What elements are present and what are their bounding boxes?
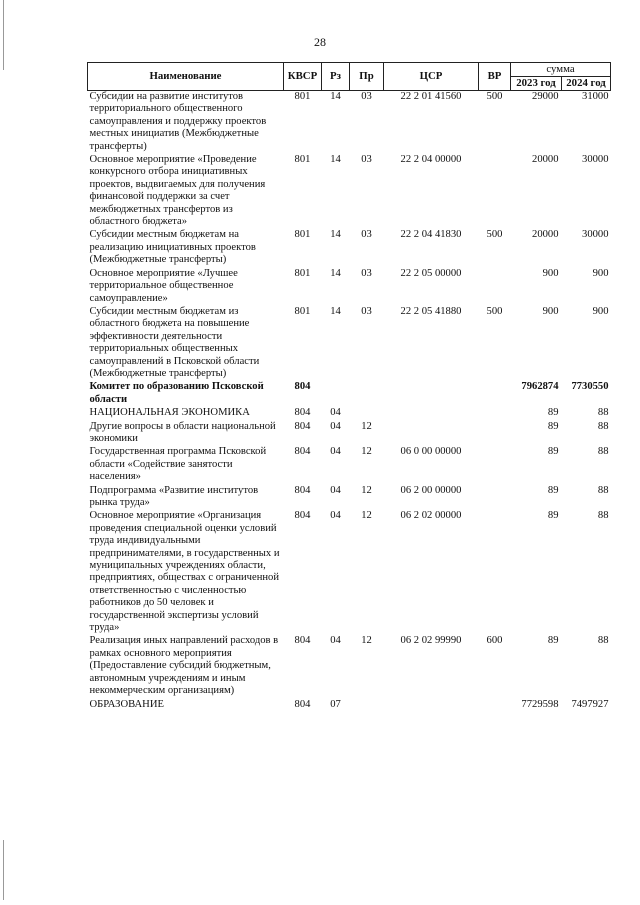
- cell-rz: 04: [330, 420, 341, 432]
- table-row: [88, 306, 611, 381]
- cell-name: Комитет по образованию Псковской области: [89, 381, 264, 405]
- cell-y2023: 20000: [532, 154, 559, 166]
- cell-vr: 500: [486, 305, 503, 317]
- cell-pr: 12: [361, 635, 372, 647]
- cell-name: Основное мероприятие «Лучшее территориальное общественное самоуправление»: [89, 267, 238, 304]
- cell-vr: 600: [486, 635, 503, 647]
- cell-y2024: 900: [592, 267, 609, 279]
- cell-y2024: 88: [597, 420, 609, 432]
- cell-y2023: 7962874: [521, 381, 559, 393]
- cell-rz: 14: [330, 267, 341, 279]
- cell-name: НАЦИОНАЛЬНАЯ ЭКОНОМИКА: [89, 407, 250, 419]
- cell-vr: [479, 485, 511, 511]
- cell-y2023: 89: [547, 484, 559, 496]
- header-kvsr: КВСР: [284, 63, 322, 91]
- cell-vr: 500: [486, 91, 503, 102]
- cell-csr: [384, 699, 479, 712]
- cell-pr: 03: [361, 229, 372, 241]
- table-row: [88, 381, 611, 407]
- cell-pr: [350, 699, 384, 712]
- page-number: 28: [314, 35, 326, 49]
- cell-csr: 06 2 02 00000: [400, 510, 462, 522]
- cell-kvsr: 804: [294, 484, 311, 496]
- table-row: [88, 699, 611, 712]
- cell-csr: [384, 421, 479, 447]
- table-row: [88, 268, 611, 306]
- table-row: [88, 91, 611, 155]
- cell-y2023: 7729598: [521, 698, 559, 710]
- cell-y2023: 89: [547, 510, 559, 522]
- cell-name: Субсидии на развитие институтов территориального общественного самоуправления и поддержку проектов местных инициатив (Межбюджетные трансферты): [89, 91, 267, 152]
- cell-y2023: 89: [547, 420, 559, 432]
- cell-csr: 06 2 00 00000: [400, 484, 462, 496]
- cell-pr: 03: [361, 91, 372, 102]
- cell-kvsr: 804: [294, 420, 311, 432]
- cell-pr: 12: [361, 484, 372, 496]
- cell-kvsr: 804: [294, 635, 311, 647]
- cell-rz: 04: [330, 446, 341, 458]
- cell-csr: [384, 381, 479, 407]
- table-row: [88, 446, 611, 484]
- cell-y2023: 89: [547, 446, 559, 458]
- cell-csr: 06 0 00 00000: [400, 446, 462, 458]
- cell-rz: 14: [330, 305, 341, 317]
- cell-y2024: 30000: [582, 229, 609, 241]
- cell-y2024: 900: [592, 305, 609, 317]
- cell-y2024: 88: [597, 407, 609, 419]
- cell-y2024: 31000: [582, 91, 609, 102]
- cell-vr: [479, 407, 511, 420]
- cell-vr: [479, 381, 511, 407]
- cell-vr: [479, 510, 511, 635]
- cell-pr: 12: [361, 446, 372, 458]
- cell-rz: 14: [330, 154, 341, 166]
- cell-name: Субсидии местным бюджетам на реализацию инициативных проектов (Межбюджетные трансферты): [89, 229, 256, 266]
- table-row: [88, 407, 611, 420]
- cell-csr: 22 2 05 00000: [400, 267, 462, 279]
- cell-kvsr: 801: [294, 91, 311, 102]
- cell-name: Основное мероприятие «Проведение конкурсного отбора инициативных проектов, выдвигаемых для получения финансовой поддержки за счет межбюджетных трансфертов из областного бюджета»: [89, 154, 266, 228]
- cell-rz: [322, 381, 350, 407]
- cell-y2024: 7730550: [571, 381, 609, 393]
- cell-rz: 04: [330, 484, 341, 496]
- cell-pr: [350, 381, 384, 407]
- cell-y2023: 900: [542, 267, 559, 279]
- cell-name: Основное мероприятие «Организация проведения специальной оценки условий труда индивидуальными предпринимателями, в государственных и муниципальных учреждениях области, предприятиях, обществах с ограниченной ответственностью с численностью работников до 50 человек и государственной экспертизы условий труда»: [89, 510, 280, 634]
- cell-kvsr: 801: [294, 229, 311, 241]
- cell-vr: [479, 268, 511, 306]
- cell-pr: [350, 407, 384, 420]
- cell-y2023: 29000: [532, 91, 559, 102]
- header-vr: ВР: [479, 63, 511, 91]
- table-row: [88, 485, 611, 511]
- cell-y2024: 7497927: [571, 698, 609, 710]
- cell-name: Подпрограмма «Развитие институтов рынка труда»: [89, 484, 259, 508]
- cell-y2023: 20000: [532, 229, 559, 241]
- cell-csr: 22 2 04 41830: [400, 229, 462, 241]
- table-row: [88, 154, 611, 229]
- cell-name: Реализация иных направлений расходов в рамках основного мероприятия (Предоставление субсидий бюджетным, автономным учреждениям и иным некоммерческим организациям): [89, 635, 279, 697]
- table-body: [88, 91, 611, 712]
- table-row: [88, 510, 611, 635]
- cell-csr: 06 2 02 99990: [400, 635, 462, 647]
- table-row: [88, 229, 611, 267]
- cell-rz: 14: [330, 229, 341, 241]
- header-rz: Рз: [322, 63, 350, 91]
- cell-pr: 12: [361, 420, 372, 432]
- cell-name: Другие вопросы в области национальной экономики: [89, 420, 276, 444]
- cell-kvsr: 804: [294, 698, 311, 710]
- cell-csr: 22 2 01 41560: [400, 91, 462, 102]
- cell-vr: [479, 154, 511, 229]
- cell-vr: [479, 699, 511, 712]
- cell-kvsr: 804: [294, 407, 311, 419]
- table-row: [88, 421, 611, 447]
- cell-pr: 12: [361, 510, 372, 522]
- cell-pr: 03: [361, 305, 372, 317]
- header-year-2023: 2023 год: [511, 77, 562, 91]
- scan-edge-mark: [3, 840, 4, 900]
- scan-edge-mark: [3, 0, 4, 70]
- cell-rz: 04: [330, 510, 341, 522]
- header-csr: ЦСР: [384, 63, 479, 91]
- header-summa: сумма: [511, 63, 611, 77]
- cell-y2024: 30000: [582, 154, 609, 166]
- header-year-2024: 2024 год: [562, 77, 611, 91]
- cell-y2024: 88: [597, 446, 609, 458]
- cell-y2024: 88: [597, 635, 609, 647]
- cell-kvsr: 801: [294, 267, 311, 279]
- cell-kvsr: 801: [294, 305, 311, 317]
- cell-vr: [479, 446, 511, 484]
- cell-pr: 03: [361, 267, 372, 279]
- cell-y2023: 89: [547, 407, 559, 419]
- cell-rz: 14: [330, 91, 341, 102]
- cell-rz: 04: [330, 635, 341, 647]
- cell-csr: [384, 407, 479, 420]
- cell-vr: 500: [486, 229, 503, 241]
- header-name: Наименование: [88, 63, 284, 91]
- cell-name: Государственная программа Псковской области «Содействие занятости населения»: [89, 446, 267, 483]
- budget-table: [87, 62, 611, 712]
- cell-y2023: 89: [547, 635, 559, 647]
- cell-kvsr: 804: [294, 510, 311, 522]
- table-row: [88, 635, 611, 698]
- cell-rz: 04: [330, 407, 341, 419]
- cell-pr: 03: [361, 154, 372, 166]
- cell-kvsr: 801: [294, 154, 311, 166]
- cell-kvsr: 804: [294, 446, 311, 458]
- cell-rz: 07: [330, 698, 341, 710]
- cell-kvsr: 804: [294, 381, 311, 393]
- cell-name: Субсидии местным бюджетам из областного бюджета на повышение эффективности деятельности территориальных общественных самоуправлений в Псковской области (Межбюджетные трансферты): [89, 305, 260, 379]
- cell-y2023: 900: [542, 305, 559, 317]
- cell-y2024: 88: [597, 484, 609, 496]
- cell-y2024: 88: [597, 510, 609, 522]
- cell-vr: [479, 421, 511, 447]
- cell-csr: 22 2 05 41880: [400, 305, 462, 317]
- header-pr: Пр: [350, 63, 384, 91]
- cell-name: ОБРАЗОВАНИЕ: [89, 698, 164, 710]
- cell-csr: 22 2 04 00000: [400, 154, 462, 166]
